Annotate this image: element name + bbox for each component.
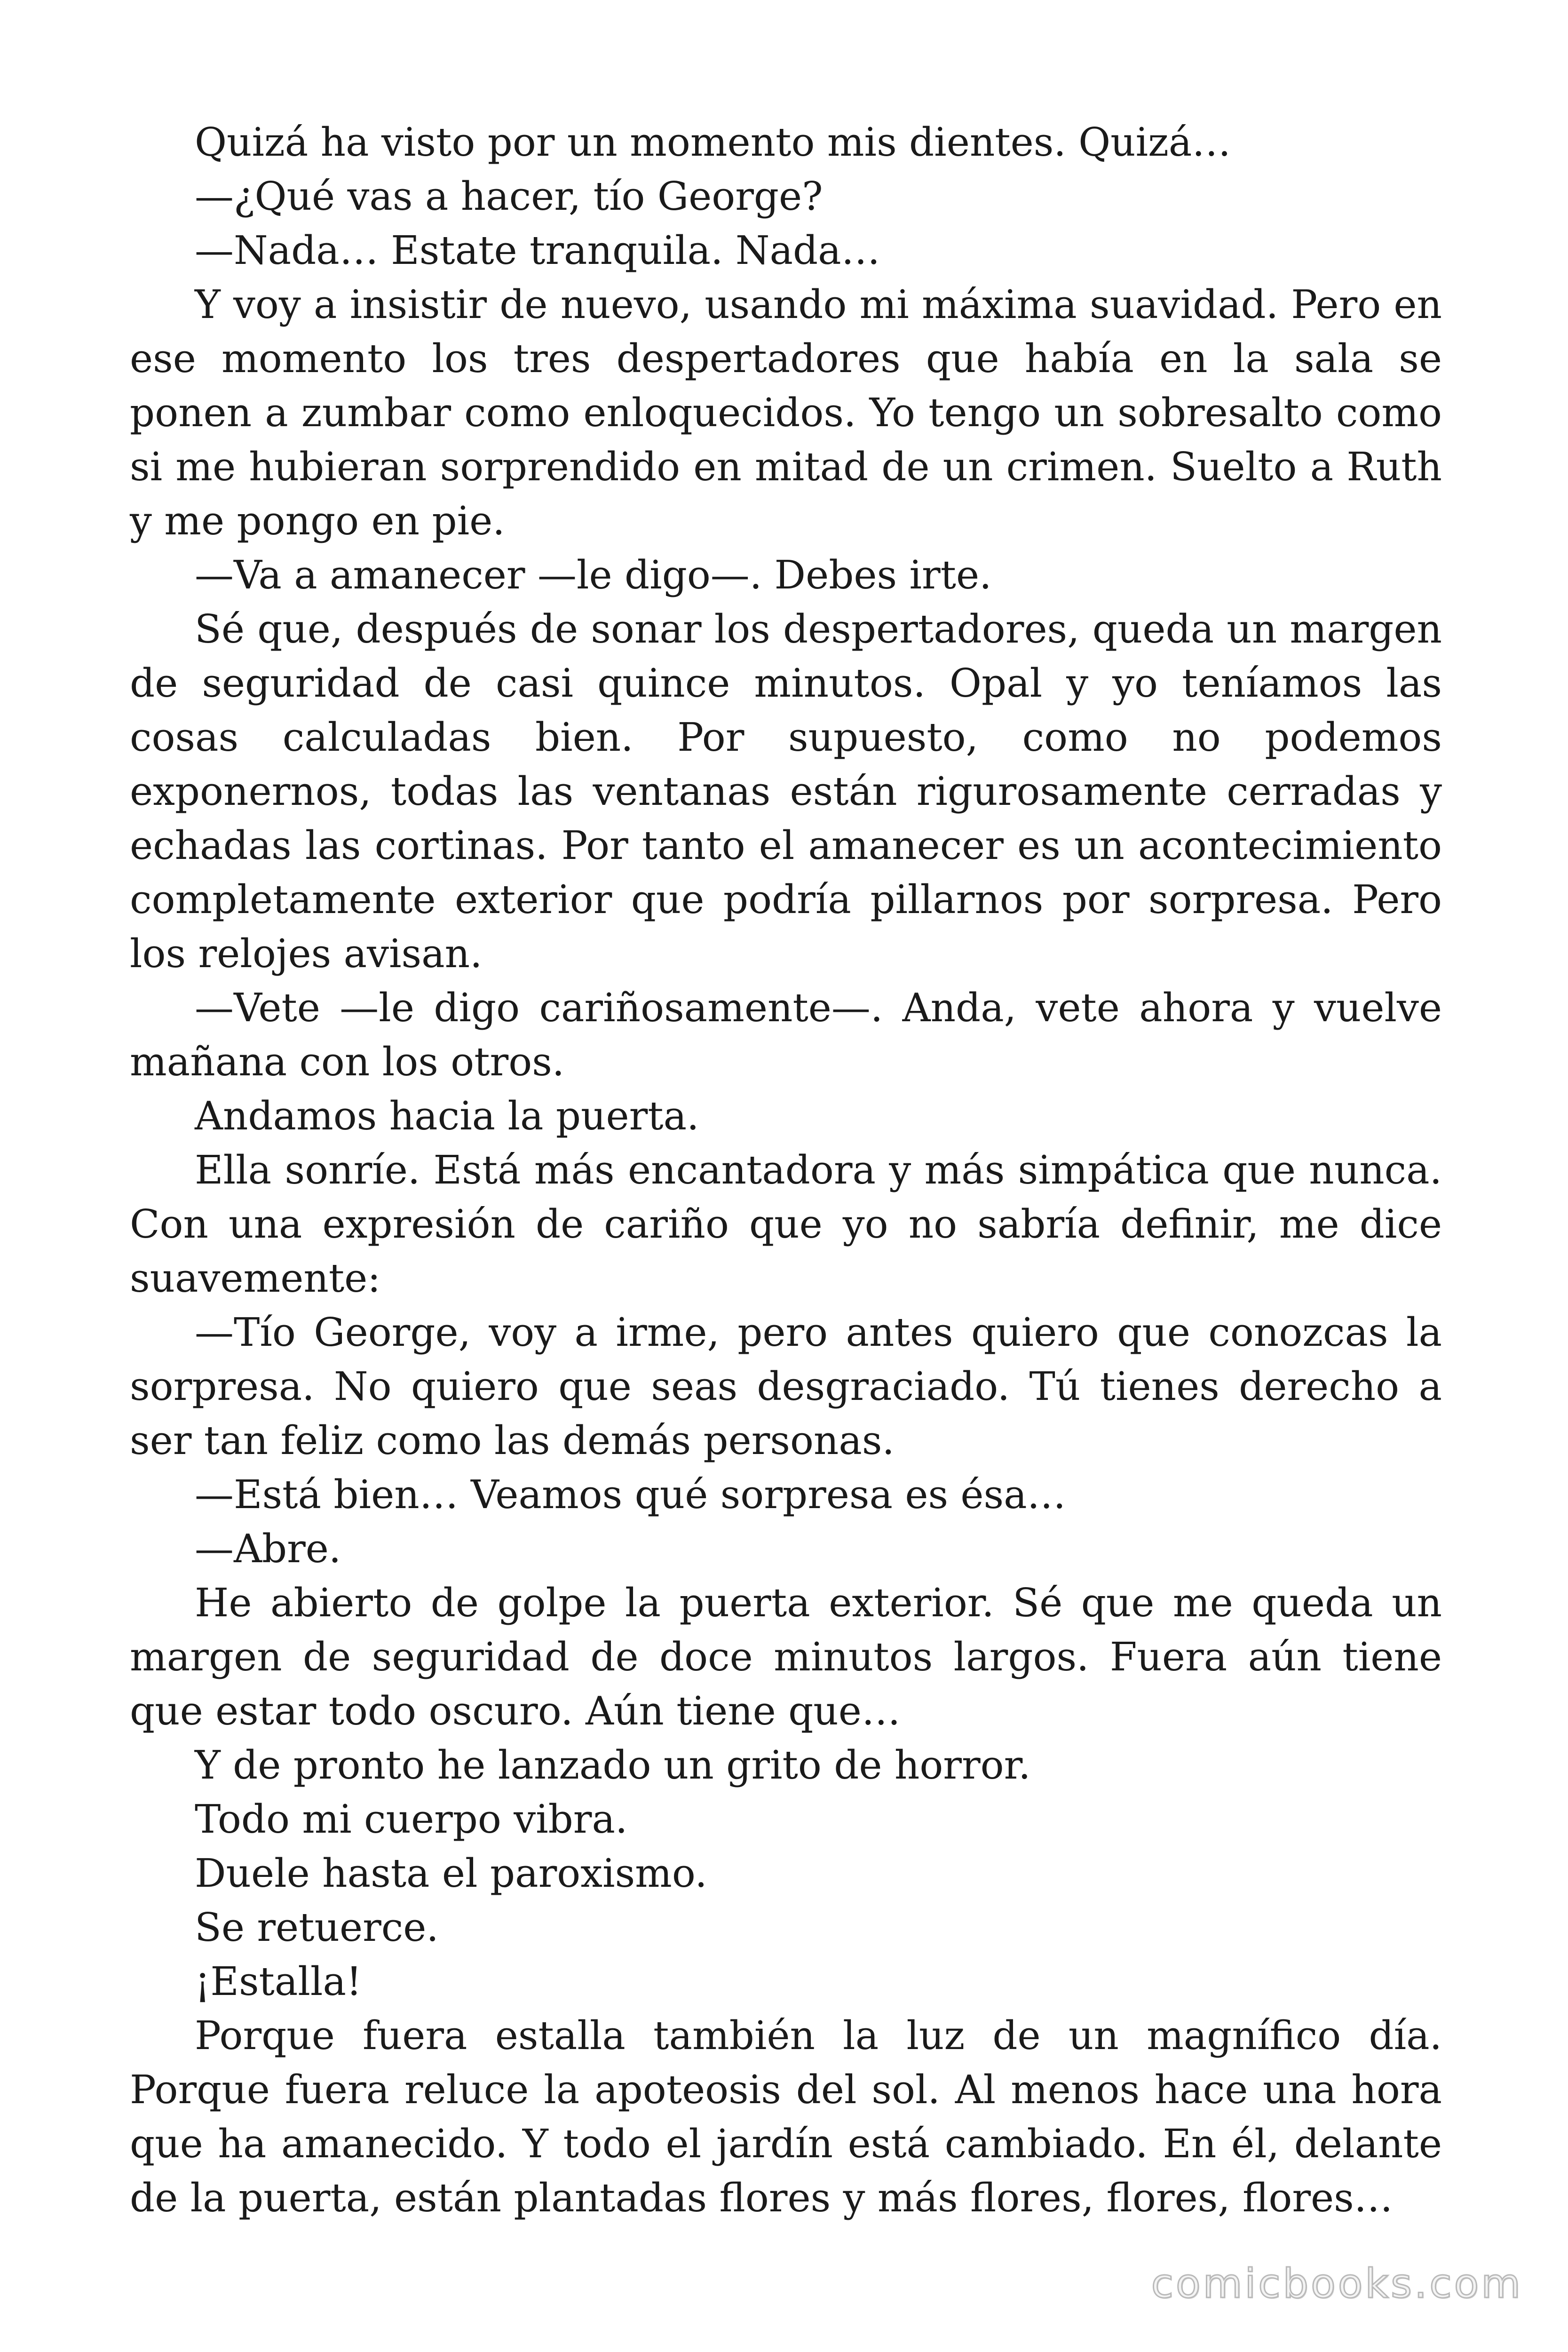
paragraph: —¿Qué vas a hacer, tío George? [195,174,823,219]
book-page-text [130,115,1442,2225]
paragraph: —Abre. [195,1526,341,1572]
paragraph: Sé que, después de sonar los despertadores, queda un margen de seguridad de casi quince minutos. Opal y yo teníamos las cosas calculadas bien. Por supuesto, como no podemos exponernos, todas las ventanas están rigurosamente cerradas y echadas las cortinas. Por tanto el amanecer es un acontecimiento completamente exterior que podría pillarnos por sorpresa. Pero los relojes avisan. [130,606,1442,977]
paragraph: Ella sonríe. Está más encantadora y más simpática que nunca. Con una expresión de cariño que yo no sabría definir, me dice suavemente: [130,1147,1442,1301]
paragraph: Se retuerce. [195,1905,439,1950]
paragraph: —Tío George, voy a irme, pero antes quiero que conozcas la sorpresa. No quiero que seas desgraciado. Tú tienes derecho a ser tan feliz como las demás personas. [130,1310,1442,1463]
paragraph: —Está bien… Veamos qué sorpresa es ésa… [195,1472,1066,1518]
paragraph: Porque fuera estalla también la luz de un magnífico día. Porque fuera reluce la apoteosis del sol. Al menos hace una hora que ha amanecido. Y todo el jardín está cambiado. En él, delante de la puerta, están plantadas flores y más flores, flores, flores… [130,2013,1442,2221]
paragraph: —Vete —le digo cariñosamente—. Anda, vete ahora y vuelve mañana con los otros. [130,985,1442,1085]
paragraph: Andamos hacia la puerta. [195,1093,699,1139]
paragraph: ¡Estalla! [195,1959,362,2004]
watermark: comicbooks.com [1151,2260,1523,2307]
paragraph: Todo mi cuerpo vibra. [195,1796,628,1842]
paragraph: He abierto de golpe la puerta exterior. Sé que me queda un margen de seguridad de doce minutos largos. Fuera aún tiene que estar todo oscuro. Aún tiene que… [130,1580,1442,1734]
paragraph: Y voy a insistir de nuevo, usando mi máxima suavidad. Pero en ese momento los tres despertadores que había en la sala se ponen a zumbar como enloquecidos. Yo tengo un sobresalto como si me hubieran sorprendido en mitad de un crimen. Suelto a Ruth y me pongo en pie. [130,282,1442,544]
paragraph: —Va a amanecer —le digo—. Debes irte. [195,552,992,598]
paragraph: Quizá ha visto por un momento mis dientes. Quizá… [195,119,1231,165]
paragraph: Y de pronto he lanzado un grito de horror. [195,1742,1031,1788]
paragraph: Duele hasta el paroxismo. [195,1851,707,1896]
paragraph: —Nada… Estate tranquila. Nada… [195,228,880,273]
